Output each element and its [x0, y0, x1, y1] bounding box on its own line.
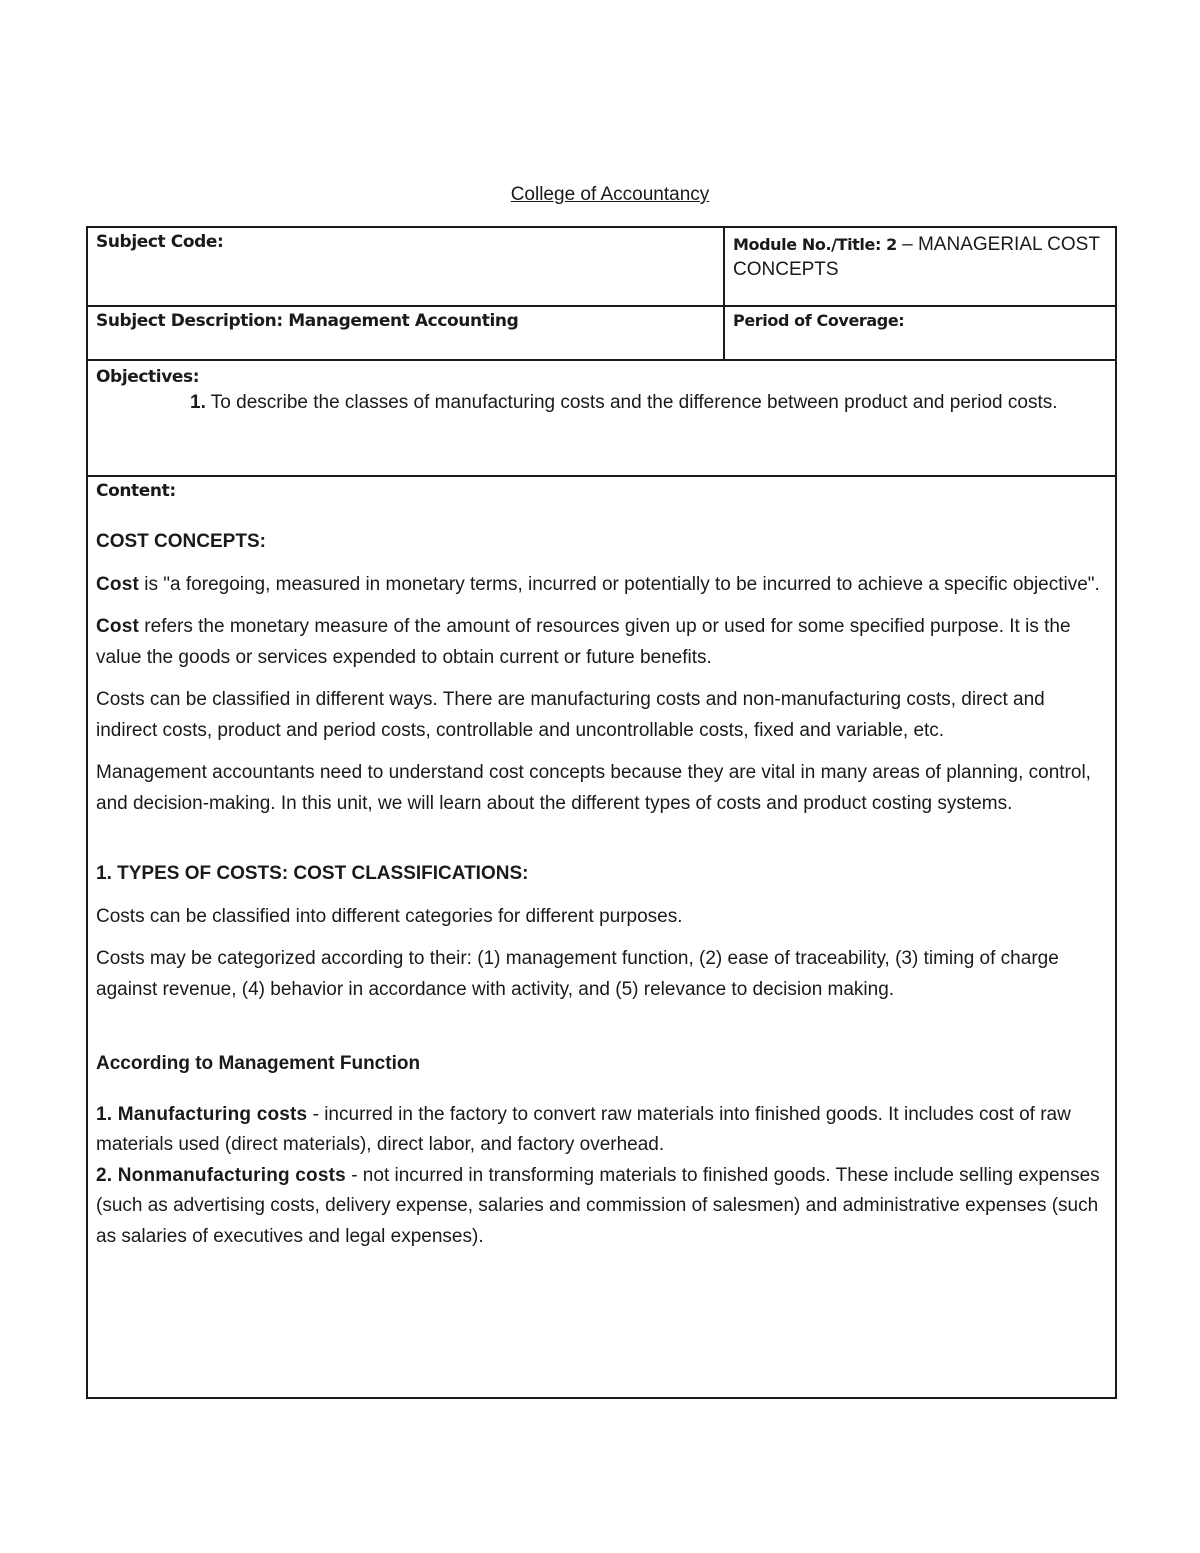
- objective-text: To describe the classes of manufacturing costs and the difference between product and period costs.: [205, 392, 1058, 413]
- cost-definition-1-text: is "a foregoing, measured in monetary terms, incurred or potentially to be incurred to achieve a specific objective".: [139, 573, 1100, 595]
- categories-paragraph: Costs can be classified into different categories for different purposes.: [96, 905, 683, 927]
- manufacturing-costs-term: 1. Manufacturing costs: [96, 1103, 308, 1125]
- objective-item: [96, 389, 1107, 416]
- manufacturing-costs-item: [96, 1100, 1107, 1161]
- cost-term-1: Cost: [96, 573, 140, 595]
- cost-term-2: Cost: [96, 616, 140, 637]
- module-label: Module No./Title: 2: [733, 235, 897, 254]
- subject-description-cell: [87, 306, 724, 360]
- nonmanufacturing-costs-text: - not incurred in transforming materials to finished goods. These include selling expenses (such as advertising costs, delivery expense, salaries and commission of salesmen) and administrative expenses (such as salaries of executives and legal expenses).: [96, 1164, 1100, 1247]
- module-title-cell: [724, 227, 1116, 306]
- nonmanufacturing-costs-item: [96, 1161, 1107, 1253]
- module-form-table: [86, 226, 1117, 1399]
- subject-code-cell: [87, 227, 724, 306]
- management-function-heading: According to Management Function: [96, 1053, 421, 1074]
- subject-code-label: Subject Code:: [96, 232, 224, 252]
- cost-definition-2: [96, 612, 1107, 673]
- period-coverage-label: Period of Coverage:: [733, 311, 905, 330]
- subject-description-label: Subject Description: Management Accounting: [96, 311, 519, 331]
- cost-concepts-heading: COST CONCEPTS:: [96, 531, 266, 552]
- cost-definition-1: [96, 570, 1107, 601]
- period-coverage-cell: [724, 306, 1116, 360]
- management-paragraph: Management accountants need to understand cost concepts because they are vital in many areas of planning, control, and decision-making. In this unit, we will learn about the different types of costs and product costing systems.: [96, 762, 1091, 814]
- cost-definition-2-text: refers the monetary measure of the amount of resources given up or used for some specified purpose. It is the value the goods or services expended to obtain current or future benefits.: [96, 616, 1071, 668]
- nonmanufacturing-costs-term: 2. Nonmanufacturing costs: [96, 1164, 346, 1186]
- content-label: Content:: [96, 481, 176, 501]
- manufacturing-costs-text: - incurred in the factory to convert raw materials into finished goods. It includes cost of raw materials used (direct materials), direct labor, and factory overhead.: [96, 1103, 1071, 1155]
- subject-description-row: [87, 306, 1116, 360]
- content-row: [87, 476, 1116, 1398]
- objectives-row: [87, 360, 1116, 476]
- classification-paragraph: Costs can be classified in different ways. There are manufacturing costs and non-manufacturing costs, direct and indirect costs, product and period costs, controllable and uncontrollable costs, fixed and variable, etc.: [96, 689, 1045, 741]
- objective-number: 1.: [190, 392, 206, 413]
- module-value: – MANAGERIAL COST CONCEPTS: [733, 234, 1100, 280]
- content-cell: [87, 476, 1116, 1398]
- objectives-label: Objectives:: [96, 367, 200, 387]
- objectives-cell: [87, 360, 1116, 476]
- categorized-paragraph: Costs may be categorized according to their: (1) management function, (2) ease of traceability, (3) timing of charge against revenue, (4) behavior in accordance with activity, and (5) relevance to decision making.: [96, 948, 1059, 1000]
- college-title: College of Accountancy: [510, 184, 710, 205]
- subject-code-row: [87, 227, 1116, 306]
- types-of-costs-heading: 1. TYPES OF COSTS: COST CLASSIFICATIONS:: [96, 863, 529, 884]
